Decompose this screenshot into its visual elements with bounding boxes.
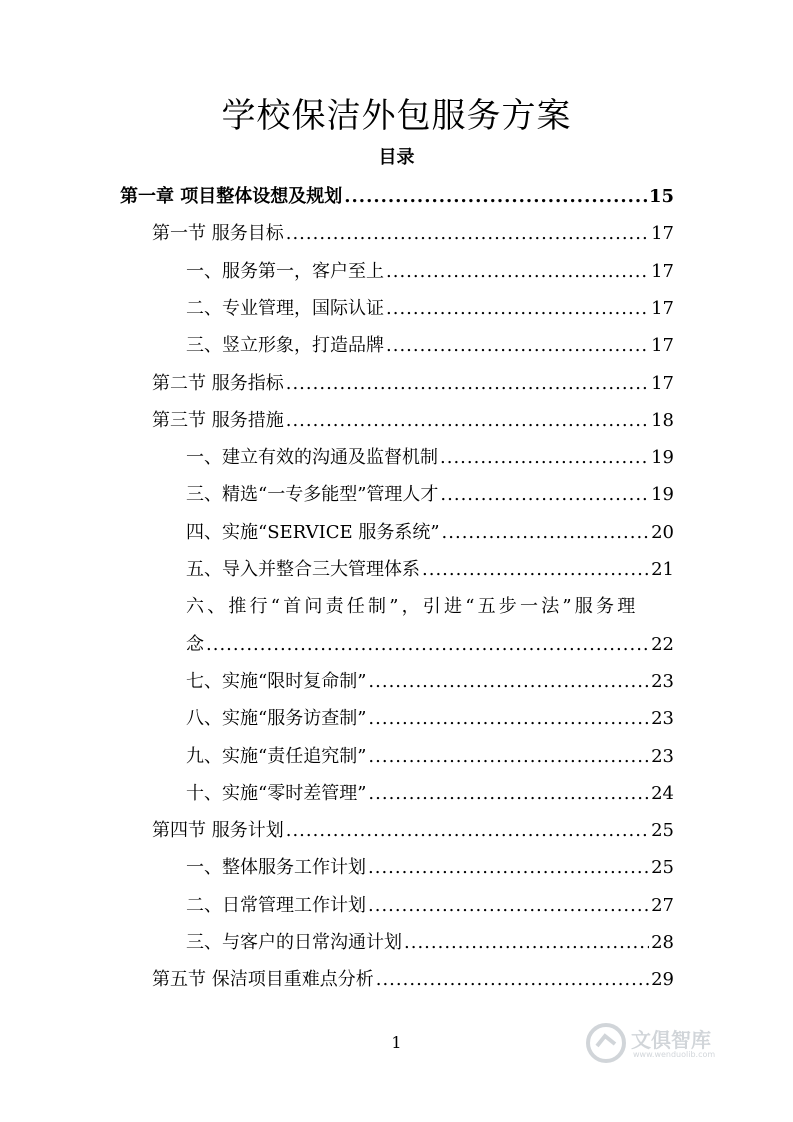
toc-entry-page: 17 (651, 223, 674, 245)
toc-entry-page: 19 (651, 447, 674, 469)
dot-leader (368, 671, 649, 692)
toc-entry-page: 17 (651, 335, 674, 357)
toc-entry-label: 十、实施“零时差管理” (186, 782, 367, 804)
toc-entry[interactable] (186, 853, 674, 879)
toc-entry-page: 29 (651, 969, 674, 991)
toc-entry-label: 二、专业管理，国际认证 (186, 297, 384, 319)
toc-chapter-entry[interactable] (120, 182, 674, 208)
toc-section-entry[interactable] (152, 816, 674, 842)
toc-entry[interactable] (186, 630, 674, 656)
toc-entry[interactable] (186, 331, 674, 357)
toc-entry-label: 一、服务第一，客户至上 (186, 260, 384, 282)
toc-entry-label: 第一节 服务目标 (152, 223, 284, 245)
toc-heading: 目录 (378, 147, 415, 168)
dot-leader (440, 447, 649, 468)
toc-entry-label: 九、实施“责任追究制” (186, 745, 367, 767)
toc-entry-page: 17 (651, 372, 674, 394)
toc-entry-label-line1: 六、推行“首问责任制”，引进“五步一法”服务理 (186, 596, 639, 618)
dot-leader (286, 223, 649, 244)
toc-entry[interactable] (186, 704, 674, 730)
toc-entry-page: 28 (651, 932, 674, 953)
toc-entry[interactable] (186, 257, 674, 283)
toc-entry-label: 五、导入并整合三大管理体系 (186, 559, 420, 580)
toc-entry-label: 二、日常管理工作计划 (186, 894, 366, 916)
toc-entry[interactable] (186, 742, 674, 768)
toc-entry-label: 第三节 服务措施 (152, 409, 284, 431)
toc-entry-label: 三、与客户的日常沟通计划 (186, 932, 402, 953)
watermark-text: 文俱智库 (631, 1028, 711, 1052)
toc-entry[interactable] (186, 555, 674, 581)
dot-leader (440, 484, 649, 505)
dot-leader (376, 969, 649, 990)
dot-leader (206, 634, 649, 655)
toc-entry-label: 三、精选“一专多能型”管理人才 (186, 484, 439, 506)
dot-leader (368, 746, 649, 767)
toc-entry-page: 24 (651, 782, 674, 804)
toc-entry[interactable] (186, 928, 674, 954)
watermark (585, 1018, 745, 1070)
toc-entry[interactable] (186, 779, 674, 805)
toc-entry-label: 七、实施“限时复命制” (186, 670, 367, 692)
toc-entry-page: 17 (651, 260, 674, 282)
toc-entry-page: 23 (651, 670, 674, 692)
toc-entry[interactable] (186, 443, 674, 469)
toc-section-entry[interactable] (152, 219, 674, 245)
toc-section-entry[interactable] (152, 965, 674, 991)
dot-leader (386, 298, 649, 319)
dot-leader (386, 335, 649, 356)
wenku-logo-icon (585, 1022, 627, 1064)
toc-entry-page: 25 (651, 820, 674, 842)
toc-entry-page: 19 (651, 484, 674, 506)
dot-leader (368, 783, 649, 804)
toc-entry-page: 23 (651, 745, 674, 767)
toc-entry[interactable] (186, 891, 674, 917)
dot-leader (404, 932, 649, 953)
page-number: 1 (391, 1033, 402, 1052)
toc-entry-label: 三、竖立形象，打造品牌 (186, 335, 384, 357)
toc-entry-page: 23 (651, 708, 674, 730)
toc-entry-page: 22 (651, 633, 674, 655)
dot-leader (422, 559, 649, 580)
dot-leader (286, 410, 649, 431)
toc-entry[interactable] (186, 667, 674, 693)
toc-entry-page: 15 (648, 186, 674, 207)
toc-entry-label: 念 (186, 633, 204, 655)
dot-leader (442, 522, 650, 543)
toc-entry[interactable] (186, 518, 674, 544)
dot-leader (344, 186, 647, 207)
toc-entry-label: 第四节 服务计划 (152, 820, 284, 842)
toc-entry-page: 21 (651, 559, 674, 580)
toc-entry-label: 第二节 服务指标 (152, 372, 284, 394)
toc-entry-label: 第五节 保洁项目重难点分析 (152, 969, 374, 991)
toc-entry-page: 20 (651, 521, 674, 543)
dot-leader (286, 820, 649, 841)
dot-leader (368, 895, 649, 916)
toc-section-entry[interactable] (152, 406, 674, 432)
document-title: 学校保洁外包服务方案 (221, 96, 572, 136)
toc-entry-page: 25 (651, 857, 674, 879)
toc-entry-page: 17 (651, 297, 674, 319)
toc-entry-label: 八、实施“服务访查制” (186, 708, 367, 730)
toc-entry-label: 一、建立有效的沟通及监督机制 (186, 447, 438, 469)
toc-entry-label: 一、整体服务工作计划 (186, 857, 366, 879)
toc-entry-page: 18 (651, 409, 674, 431)
dot-leader (286, 373, 649, 394)
dot-leader (386, 261, 649, 282)
toc-section-entry[interactable] (152, 369, 674, 395)
toc-entry-label: 四、实施“SERVICE 服务系统” (186, 521, 440, 543)
dot-leader (368, 857, 649, 878)
dot-leader (368, 708, 649, 729)
watermark-url: www.wenduolib.com (633, 1050, 716, 1059)
toc-entry-label: 第一章 项目整体设想及规划 (120, 186, 343, 207)
toc-entry[interactable] (186, 294, 674, 320)
toc-entry-page: 27 (651, 894, 674, 916)
toc-entry[interactable] (186, 480, 674, 506)
